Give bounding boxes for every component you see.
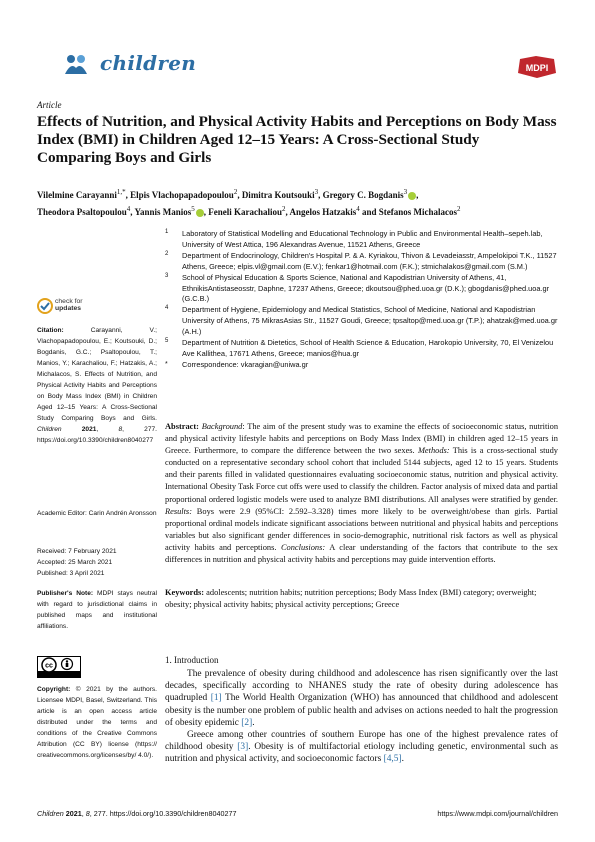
- author-name: Gregory C. Bogdanis: [322, 190, 404, 200]
- affiliation-item: 3 School of Physical Education & Sports Science, National and Kapodistrian University of Athens, 41, EthnikisAntistaseosstr, Daphne, 17237 Athens, Greece; dkoutsou@phed.uoa.gr (D.K.); gbogdanis@phed.uoa.gr (G.C.B.): [165, 272, 550, 304]
- correspondence: * Correspondence: vkaragian@uniwa.gr: [165, 359, 309, 369]
- author-name: Feneli Karachaliou: [208, 207, 282, 217]
- affiliation-item: 1 Laboratory of Statistical Modelling and Educational Technology in Public and Environmental Health–sepeh.lab, University of West Attica, 196 Alexandras Avenue, 11521 Athens, Greece: [165, 229, 543, 249]
- citation-link[interactable]: [3]: [237, 742, 249, 753]
- author-name: Angelos Hatzakis: [289, 207, 357, 217]
- received-date: Received: 7 February 2021: [37, 548, 117, 555]
- affiliations: [165, 229, 565, 371]
- publisher-note: Publisher's Note: MDPI stays neutral with regard to jurisdictional claims in published maps and institutional affiliations.: [37, 590, 157, 630]
- author-line-2: Theodora Psaltopoulou$^4$, Yannis Manios$^5$ , Feneli Karachaliou$^2$, Angelos Hatzakis$^4$ and Stefanos Michalacos$^2$: [37, 205, 461, 217]
- citation-link[interactable]: [4,5]: [383, 754, 402, 765]
- keywords: Keywords: adolescents; nutrition habits; nutrition perceptions; Body Mass Index (BMI) category; overweight; obesity; physical activity habits; physical activity perceptions; Greece: [165, 588, 537, 610]
- article-title: Effects of Nutrition, and Physical Activity Habits and Perceptions on Body Mass Index (BMI) in Children Aged 12–15 Years: A Cross-Sectional Study Comparing Boys and Girls: [37, 113, 557, 166]
- citation-link[interactable]: [1]: [210, 693, 222, 704]
- author-name: Stefanos Michalacos: [378, 207, 458, 217]
- academic-editor: Academic Editor: Carin Andrén Aronsson: [37, 510, 157, 517]
- mdpi-logo-text: MDPI: [525, 63, 549, 73]
- orcid-icon[interactable]: [408, 192, 416, 200]
- creative-commons-icon[interactable]: [37, 656, 81, 678]
- citation-link[interactable]: [2]: [241, 717, 253, 728]
- check-for-updates-label[interactable]: check for updates: [55, 298, 83, 312]
- article-dates: [37, 546, 157, 579]
- paragraph: Greece among other countries of southern Europe has one of the highest prevalence rates of childhood obesity [3]. Obesity is of multifactorial etiology including genetic, environmental such as nutrition and physical activity, and socioeconomic factors [4,5].: [165, 730, 558, 765]
- author-name: Vilelmine Carayanni: [37, 190, 117, 200]
- published-date: Published: 3 April 2021: [37, 570, 105, 577]
- author-line-1: Vilelmine Carayanni$^{1,*}$, Elpis Vlachopapadopoulou$^2$, Dimitra Koutsouki$^3$, Gregory C. Bogdanis$^3$ ,: [37, 188, 419, 200]
- accepted-date: Accepted: 25 March 2021: [37, 559, 113, 566]
- abstract: Abstract: Background: The aim of the present study was to examine the effects of socioeconomic status, nutrition and physical activity lifestyle habits and perceptions on Body Mass Index (BMI) in children aged 12–15 years in Greece. Furthermore, to compare the difference between the two sexes. Methods: This is a cross-sectional study conducted on a representative secondary school cohort that included 5144 subjects, aged 12 to 15 years. Students and their parents filled in validated questionnaires evaluating socioeconomic status, nutrition and physical activity. International Obesity Task Force cut offs were used to classify the children. Factor analysis of mixed data and partial proportional ordered logistic models were used to analyze BMI distributions. All analyses were stratified by gender. Results: Boys were 2.9 (95%CI: 2.592–3.328) times more likely to be overweight/obese than girls. Partial proportional ordinal models indicate significant associations between nutritional and physical habits and perceptions variables but also significant gender differences in socio-demographic, nutritional risk factors as well as physical activity habits and perceptions. Conclusions: A clear understanding of the factors that contribute to the sex differences in nutrition and physical activity habits and perceptions may guide intervention efforts.: [165, 422, 559, 565]
- affiliation-item: 2 Department of Endocrinology, Children's Hospital P. & A. Kyriakou, Thivon & Levadeiasstr, Ampelokipoi T.K., 11527 Athens, Greece; elpis.vl@gmail.com (E.V.); fenkar1@hotmail.com (F.K.); stmichalakos@gmail.com (S.M.): [165, 250, 557, 271]
- orcid-icon[interactable]: [196, 209, 204, 217]
- journal-name: children: [100, 51, 197, 75]
- author-name: Theodora Psaltopoulou: [37, 207, 127, 217]
- copyright-block: Copyright: © 2021 by the authors. Licensee MDPI, Basel, Switzerland. This article is an open access article distributed under the terms and conditions of the Creative Commons Attribution (CC BY) license (https:// creativecommons.org/licenses/by/ 4.0/).: [37, 686, 157, 759]
- cc-logo-text: cc: [45, 662, 53, 670]
- journal-logo-icon: [62, 52, 90, 76]
- author-list: [37, 185, 567, 219]
- introduction-text: [165, 668, 558, 766]
- article-type: Article: [37, 100, 62, 110]
- paragraph: The prevalence of obesity during childhood and adolescence has risen significantly over the last decades, specifically according to NHANES study the rate of obesity during adolescence has quadrupled [1] The World Health Organization (WHO) has announced that childhood and adolescent obesity is the number one problem of public health and advises on actions needed to halt the progression of obesity epidemic [2].: [165, 669, 558, 728]
- mdpi-logo-icon: [516, 56, 558, 78]
- affiliation-item: 4 Department of Hygiene, Epidemiology and Medical Statistics, School of Medicine, National and Kapodistrian University of Athens, 75 MikrasAsias Str., 11527 Goudi, Greece; tpsaltop@med.uoa.gr (T.P.); ahatzak@med.uoa.gr (A.H.): [165, 305, 558, 337]
- author-name: Elpis Vlachopapadopoulou: [130, 190, 234, 200]
- author-name: Yannis Manios: [134, 207, 192, 217]
- affiliation-item: 5 Department of Nutrition & Dietetics, School of Health Science & Education, Harokopio University, 70, El Venizelou Ave Kallithea, 17671 Athens, Greece; manios@hua.gr: [165, 338, 554, 358]
- footer-journal-url[interactable]: https://www.mdpi.com/journal/children: [437, 809, 558, 818]
- footer-citation: Children 2021, 8, 277. https://doi.org/10.3390/children8040277: [37, 809, 237, 818]
- section-heading-introduction: 1. Introduction: [165, 655, 219, 665]
- check-for-updates-icon[interactable]: [37, 298, 53, 314]
- author-name: Dimitra Koutsouki: [241, 190, 315, 200]
- citation-block: Citation: Carayanni, V.; Vlachopapadopoulou, E.; Koutsouki, D.; Bogdanis, G.C.; Psaltopoulou, T.; Manios, Y.; Karachaliou, F.; Hatzakis, A.; Michalacos, S. Effects of Nutrition, and Physical Activity Habits and Perceptions on Body Mass Index (BMI) in Children Aged 12–15 Years: A Cross-Sectional Study Comparing Boys and Girls. Children 2021, 8, 277. https://doi.org/10.3390/children8040277: [37, 327, 157, 444]
